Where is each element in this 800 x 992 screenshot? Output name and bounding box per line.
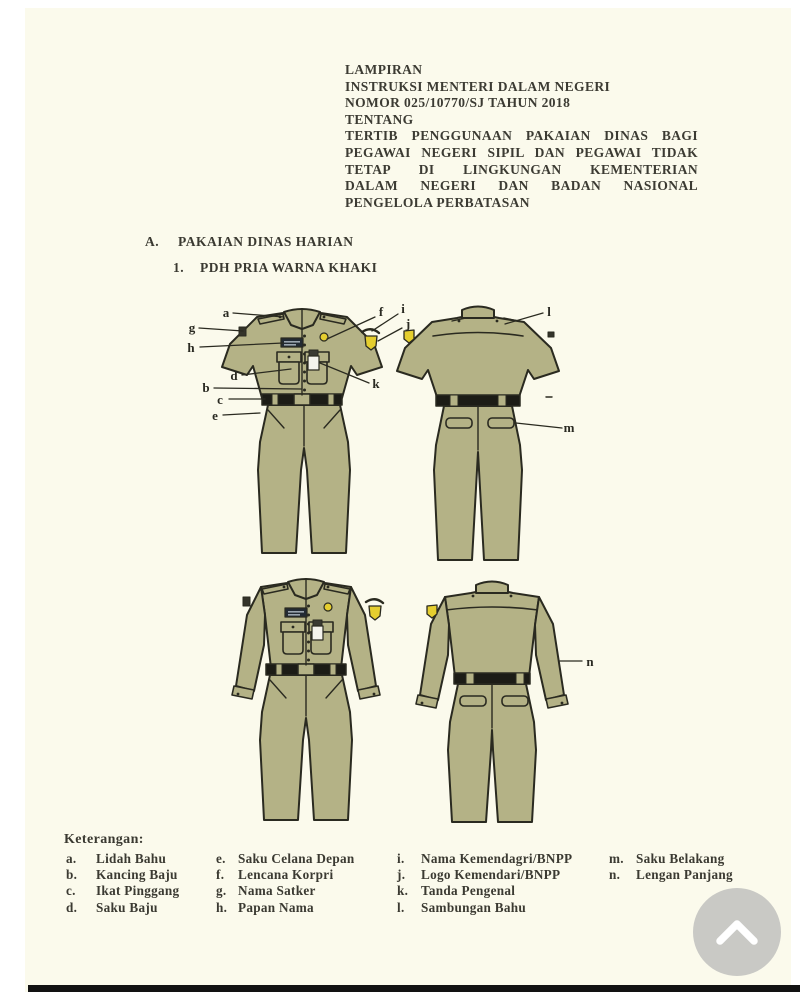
header-line: INSTRUKSI MENTERI DALAM NEGERI (345, 78, 611, 94)
header-line: TENTANG (345, 111, 414, 127)
header-line: TERTIB PENGGUNAAN PAKAIAN DINAS BAGI (345, 128, 698, 144)
id-card (308, 350, 319, 370)
korpri-badge (320, 333, 328, 341)
callout-c: c (217, 392, 223, 407)
callout-m: m (563, 420, 575, 435)
callout-i: i (401, 301, 405, 316)
legend-item: n. Lengan Panjang (609, 867, 733, 883)
lampiran-header (345, 62, 698, 211)
item-title: PDH PRIA WARNA KHAKI (200, 260, 378, 275)
legend-column-2 (216, 851, 355, 916)
scroll-to-top-button[interactable] (693, 888, 781, 976)
callout-g: g (188, 320, 196, 335)
callout-b: b (202, 380, 210, 395)
bottom-bar (28, 985, 800, 992)
callout-a: a (222, 305, 230, 320)
legend-item: k. Tanda Pengenal (397, 883, 516, 899)
pdh-front-long-sleeve (232, 579, 383, 820)
pdh-front-short-sleeve (222, 309, 382, 553)
legend-item: g. Nama Satker (216, 883, 316, 899)
pdh-back-long-sleeve (416, 582, 568, 823)
legend-column-1 (66, 851, 179, 916)
callout-k: k (372, 376, 380, 391)
legend-item: l. Sambungan Bahu (397, 899, 526, 915)
callout-h: h (187, 340, 195, 355)
legend-item: a. Lidah Bahu (66, 851, 167, 866)
section-title: PAKAIAN DINAS HARIAN (178, 234, 354, 249)
chevron-up-icon (693, 888, 781, 976)
legend-item: h. Papan Nama (216, 899, 314, 915)
callout-j: j (405, 316, 411, 331)
header-line: NOMOR 025/10770/SJ TAHUN 2018 (345, 95, 571, 111)
callout-d: d (230, 368, 238, 383)
header-line: LAMPIRAN (345, 62, 423, 77)
header-line: PEGAWAI NEGERI SIPIL DAN PEGAWAI TIDAK (345, 144, 698, 160)
callout-l: l (547, 304, 551, 319)
callout-f: f (378, 304, 384, 319)
name-plate (281, 338, 303, 347)
legend-item: e. Saku Celana Depan (216, 851, 355, 866)
header-line: TETAP DI LINGKUNGAN KEMENTERIAN (345, 161, 698, 177)
legend-column-3 (397, 851, 572, 916)
section-label: A. (145, 234, 160, 249)
callout-n: n (586, 654, 594, 669)
pdh-back-short-sleeve (397, 307, 559, 561)
header-line: PENGELOLA PERBATASAN (345, 194, 530, 210)
legend-item: c. Ikat Pinggang (66, 883, 180, 899)
legend-item: b. Kancing Baju (66, 867, 178, 883)
legend-item: d. Saku Baju (66, 899, 158, 915)
item-label: 1. (173, 260, 185, 275)
legend-column-4 (609, 851, 733, 883)
item-heading (173, 260, 377, 276)
section-heading (145, 234, 354, 250)
callout-e: e (212, 408, 218, 423)
legend-item: j. Logo Kemendari/BNPP (397, 867, 561, 883)
legend-title: Keterangan: (64, 832, 144, 847)
legend-item: i. Nama Kemendagri/BNPP (397, 851, 573, 866)
uniform-diagram (140, 290, 620, 840)
legend-item: f. Lencana Korpri (216, 867, 334, 883)
header-line: DALAM NEGERI DAN BADAN NASIONAL (345, 178, 698, 194)
legend-item: m. Saku Belakang (609, 851, 725, 866)
